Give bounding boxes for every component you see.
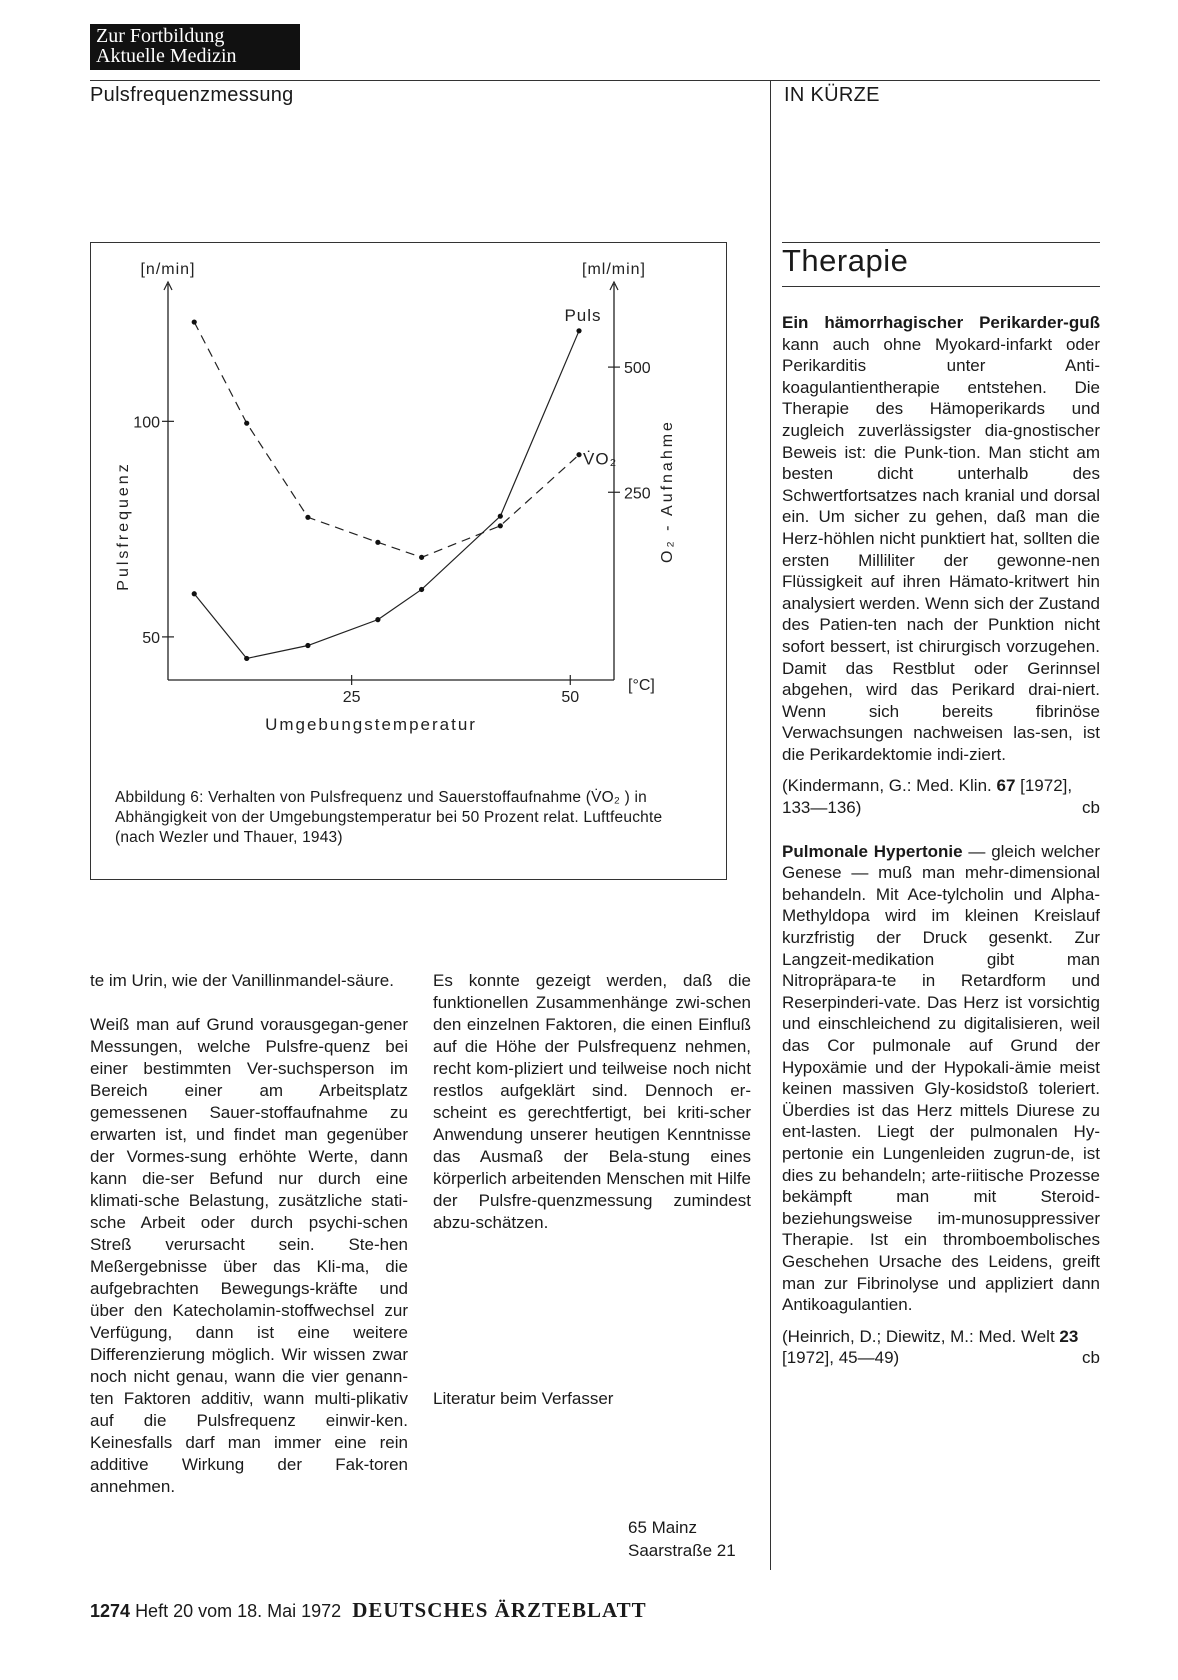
page-number: 1274 [90, 1601, 131, 1621]
left-tick-label: 100 [133, 414, 160, 432]
figure-caption [115, 788, 727, 848]
x-tick-label: 50 [561, 689, 580, 706]
data-point [375, 540, 380, 545]
issue-info: Heft 20 vom 18. Mai 1972 [135, 1601, 342, 1621]
address-line-2: Saarstraße 21 [628, 1541, 736, 1560]
ref-1-pages: [1972], 133—136) [782, 776, 1073, 818]
text-column-1 [90, 970, 408, 1520]
journal-name: DEUTSCHES ÄRZTEBLATT [352, 1598, 647, 1622]
text-column-2 [433, 970, 751, 1256]
article-2-headline: Pulmonale Hypertonie [782, 841, 963, 861]
data-point [244, 421, 249, 426]
series-line [194, 322, 579, 557]
paragraph: te im Urin, wie der Vanillinmandel-säure. [90, 971, 394, 990]
ref-2-signature: cb [1082, 1348, 1100, 1368]
sidebar-article-2 [782, 841, 1100, 1316]
data-point [244, 656, 249, 661]
sidebar-article-1 [782, 312, 1100, 765]
ref-1-signature: cb [1082, 798, 1100, 818]
chart-series [192, 319, 582, 661]
paragraph: Es konnte gezeigt werden, daß die funktionellen Zusammenhänge zwi-schen den einzelnen Faktoren, die einen Einfluß auf die Höhe der Pulsfrequenz nehmen, recht kom-pliziert und teilweise noch nicht restlos aufgeklärt sind. Dennoch er-scheint es gerechtfertigt, bei kriti-scher Anwendung unserer heutigen Kenntnisse das Ausmaß der Bela-stung eines körperlich arbeitenden Menschen mit Hilfe der Pulsfre-quenzmessung zumindest abzu-schätzen. [433, 971, 751, 1232]
caption-line-3: (nach Wezler und Thauer, 1943) [115, 829, 343, 846]
sidebar-articles [782, 312, 1100, 1369]
x-tick-label: 25 [342, 689, 361, 706]
series-line [194, 331, 579, 659]
right-tick-label: 500 [624, 360, 651, 378]
article-2-body: — gleich welcher Genese — muß man mehr-dimensional behandeln. Mit Ace-tylcholin und Alpha-Methyldopa wird im kleinen Kreislauf kurzfristig der Druck gesenkt. Zur Langzeit-medikation gibt man Nitropräpara-te in Retardform und Reserpinderi-vate. Das Herz ist vorsichtig und einschleichend zu digitalisieren, weil das Cor pulmonale auf Grund der Hypoxämie und der Hypokali-ämie meist keinen massiven Gly-kosidstoß toleriert. Überdies ist das Herz mittels Diurese zu ent-lasten. Liegt der pulmonalen Hy-pertonie ein Lungenleiden zugrun-de, ist dies zu behandeln; arte-riitische Prozesse bekämpft man mit Steroid- beziehungsweise im-munosuppressiver Therapie. Ist ein thromboembolisches Geschehen Ursache des Leidens, greift man zur Fibrinolyse und appliziert dann Antikoagulantien. [782, 841, 1101, 1315]
article-1-headline: Ein hämorrhagischer Perikarder-guß [782, 313, 1100, 332]
article-2-reference [782, 1326, 1100, 1369]
paragraph: Weiß man auf Grund vorausgegan-gener Messungen, welche Pulsfre-quenz bei einer bestimmten Ver-suchsperson im Bereich einer am Arbeitsplatz gemessenen Sauer-stoffaufnahme zu erwarten ist, und findet man gegenüber der Vormes-sung erhöhte Werte, dann kann die-ser Befund nur durch eine klimati-sche Belastung, zusätzliche stati-sche Arbeit oder durch psychi-schen Streß verursacht sein. Ste-hen Meßergebnisse über das Kli-ma, die aufgebrachten Bewegungs-kräfte und über den Katecholamin-stoffwechsel zur Verfügung, dann ist eine weitere Differenzierung möglich. Wir wissen zwar noch nicht genau, wann die vier genann-ten Faktoren additiv, wann multi-plikativ auf die Pulsfrequenz einwir-ken. Keinesfalls darf man immer eine rein additive Wirkung der Fak-toren annehmen. [90, 1015, 408, 1496]
right-tick-label: 250 [624, 485, 651, 503]
data-point [419, 587, 424, 592]
data-point [576, 452, 581, 457]
x-axis-unit: [°C] [628, 677, 655, 694]
author-address [628, 1516, 736, 1562]
section-badge [90, 24, 300, 70]
page-footer [90, 1598, 647, 1623]
left-tick-label: 50 [142, 629, 160, 647]
chart-axes [162, 282, 620, 685]
header-rule [90, 80, 1100, 81]
caption-line-2: Abhängigkeit von der Umgebungstemperatur bei 50 Prozent relat. Luftfeuchte [115, 809, 663, 826]
data-point [375, 617, 380, 622]
left-axis-label: Pulsfrequenz [115, 461, 132, 591]
data-point [192, 591, 197, 596]
right-axis-unit: [ml/min] [582, 261, 646, 278]
right-axis-label: O₂ - Aufnahme [659, 419, 676, 563]
data-point [498, 514, 503, 519]
pulse-vo2-chart [90, 242, 727, 782]
data-point [305, 643, 310, 648]
ref-1-volume: 67 [996, 776, 1016, 796]
page-title: Pulsfrequenzmessung [90, 84, 294, 106]
badge-line-2: Aktuelle Medizin [96, 45, 237, 67]
article-1-reference [782, 775, 1100, 818]
ref-1-source: (Kindermann, G.: Med. Klin. [782, 776, 997, 796]
left-axis-unit: [n/min] [140, 261, 196, 278]
caption-line-1: Abbildung 6: Verhalten von Pulsfrequenz und Sauerstoffaufnahme (V̇O₂ ) in [115, 789, 647, 806]
data-point [498, 523, 503, 528]
sidebar-title: IN KÜRZE [784, 84, 880, 106]
article-1-body: kann auch ohne Myokard-infarkt oder Perikarditis unter Anti-koagulantientherapie entstehen. Die Therapie des Hämoperikards und zugleich zuverlässigster dia-gnostischer Beweis ist: die Punk-tion. Man sticht am besten dicht unterhalb des Schwertfortsatzes nach kranial und dorsal ein. Um sicher zu gehen, daß man die Herz-höhlen nicht punktiert hat, sollten die ersten Milliliter der gewonne-nen Flüssigkeit auf ihren Hämato-kritwert hin analysiert werden. Wenn sich der Zustand des Patien-ten nach der Punktion nicht sofort bessert, ist chirurgisch vorzugehen. Damit das Restblut oder Gerinnsel abgehen, wird das Perikard drai-niert. Wenn sich bereits fibrinöse Verwachsungen nachweisen las-sen, ist die Perikardektomie indi-ziert. [782, 334, 1100, 764]
data-point [576, 328, 581, 333]
address-line-1: 65 Mainz [628, 1518, 697, 1537]
data-point [305, 515, 310, 520]
ref-2-pages: [1972], 45—49) [782, 1348, 900, 1368]
sidebar-section-title: Therapie [782, 243, 909, 278]
sidebar-divider [770, 80, 771, 1570]
series-label: Puls [564, 305, 602, 325]
series-label: V̇O₂ [583, 449, 618, 469]
x-axis-label: Umgebungstemperatur [265, 715, 477, 734]
ref-2-volume: 23 [1059, 1326, 1079, 1346]
badge-line-1: Zur Fortbildung [96, 25, 225, 47]
literature-note: Literatur beim Verfasser [433, 1389, 614, 1408]
data-point [419, 555, 424, 560]
chart-labels [115, 261, 676, 734]
sidebar-rule-bottom [782, 286, 1100, 287]
ref-2-source: (Heinrich, D.; Diewitz, M.: Med. Welt [782, 1326, 1060, 1346]
data-point [192, 319, 197, 324]
